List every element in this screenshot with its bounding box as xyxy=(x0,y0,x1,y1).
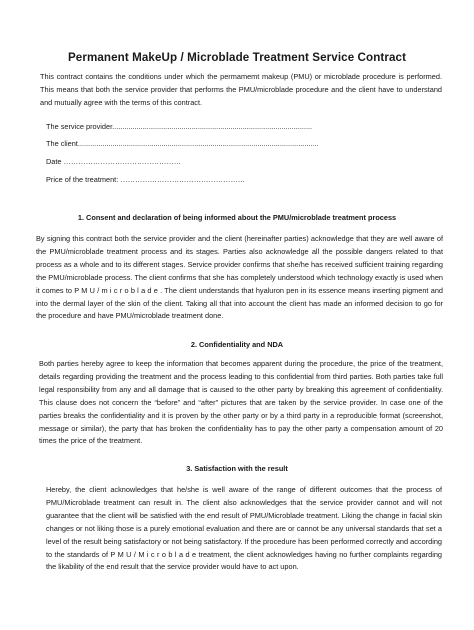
section-2-text: Both parties hereby agree to keep the information that becomes apparent during the procedure, the price of the treatment, details regarding providing the treatment and the process leading to this confidential from third parties. Both parties take full legal responsibility from any and all damage that is caused to the other party by breaking this agreement of confidentiality. This clause does not concern the “before” and “after” pictures that are taken by the service provider. In case one of the parties breaks the confidentiality and it is proven by the other party or by a third party in a reproducible format (screenshot, message or similar), the party that has broken the confidentiality has to pay the other party a compensation amount of 20 times the price of the treatment. xyxy=(39,359,443,446)
section-1-text: By signing this contract both the service provider and the client (hereinafter parties) acknowledge that they are well aware of the PMU/microblade treatment process and its stages. Parties also acknowledge all the possible dangers related to that process as a whole and to its different stages. Service provider confirms that she/he has received sufficient training regarding the PMU/microblade process. The client confirms that she has completely understood which technology exactly is used when it comes to P M U / m i c r o b l a d e . The client understands that hyaluron pen in its essence means inserting pigment and into the dermal layer of the skin of the client. Taking all that into account the client has made an informed decision to go for the procedure and have PMU/microblade treatment done. xyxy=(36,234,443,321)
intro-paragraph: This contract contains the conditions under which the permamemt makeup (PMU) or microblade procedure is performed. This means that both the service provider that performs the PMU/microblade procedure and the client have to understand and mutually agree with the terms of this contract. xyxy=(40,72,442,107)
section-2-heading: 2. Confidentiality and NDA xyxy=(190,340,284,349)
client-field: The client...................................................................................................................... xyxy=(46,139,319,148)
section-3-text: Hereby, the client acknowledges that he/she is well aware of the range of different outcomes that the process of PMU/Microblade treatment can result in. The client also acknowledges that the service provider cannot and will not guarantee that the client will be satisfied with the end result of PMU/Microblade treatment. Liking the change in facial skin changes or not liking those is a purely emotional evaluation and there are or cannot be any universal standards that set a level of the result being satisfactory or not being satisfactory. If the procedure has been performed correctly and according to the standards of P M U / M i c r o b l a d e treatment, the client acknowledges having no further complaints regarding the likability of the end result that the service provider would have to act upon. xyxy=(46,485,442,572)
section-1-heading: 1. Consent and declaration of being informed about the PMU/microblade treatment process xyxy=(77,213,397,222)
document-title: Permanent MakeUp / Microblade Treatment Service Contract xyxy=(67,51,407,64)
price-field: Price of the treatment: …………………………………………… xyxy=(46,175,246,184)
section-3-heading: 3. Satisfaction with the result xyxy=(186,464,288,473)
date-field: Date ………………………………………… xyxy=(46,157,182,166)
service-provider-field: The service provider.................................................................................................. xyxy=(46,122,313,131)
